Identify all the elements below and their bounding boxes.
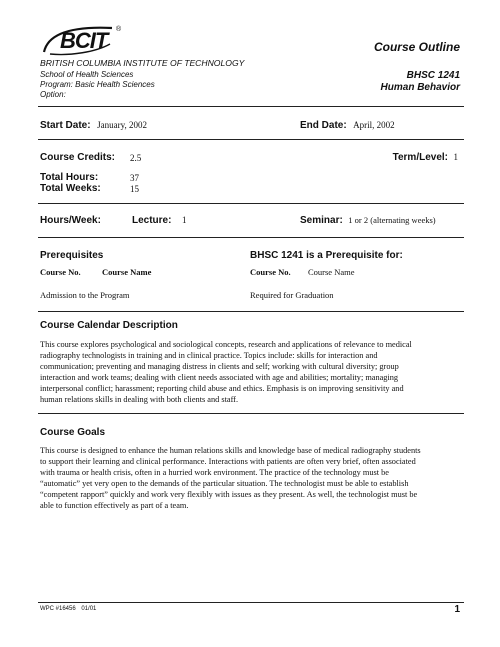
total-weeks-label: Total Weeks: <box>40 183 101 194</box>
prereq-col-course-name: Course Name <box>102 267 152 277</box>
calendar-description-title: Course Calendar Description <box>40 320 178 331</box>
text-line: “automatic” yet very open to the demands of the particular situation. The technologist must be able to establish <box>40 479 409 488</box>
course-code: BHSC 1241 <box>406 70 460 81</box>
institute-name: BRITISH COLUMBIA INSTITUTE OF TECHNOLOGY <box>40 58 245 68</box>
prereq-for-col-course-name: Course Name <box>308 267 355 277</box>
course-credits-label: Course Credits: <box>40 152 116 163</box>
prerequisite-for-title: BHSC 1241 is a Prerequisite for: <box>250 250 403 261</box>
program-name: Program: Basic Health Sciences <box>40 80 155 89</box>
divider <box>38 139 464 140</box>
text-line: human relations skills in dealing with both clients and staff. <box>40 395 239 404</box>
divider <box>38 203 464 204</box>
school-name: School of Health Sciences <box>40 70 134 79</box>
divider <box>38 106 464 107</box>
text-line: with trauma or health crisis, often in a hurried work environment. The practice of the technology must be <box>40 468 389 477</box>
registered-mark: ® <box>116 26 122 33</box>
calendar-description-text <box>40 339 465 405</box>
term-level: Term/Level: 1 <box>392 152 458 163</box>
text-line: interaction and work teams; dealing with client needs associated with age and abilities; mortality; managing <box>40 373 399 382</box>
logo-lettering: BCIT <box>60 28 108 53</box>
seminar: Seminar: 1 or 2 (alternating weeks) <box>300 215 436 226</box>
bcit-logo <box>40 22 124 62</box>
text-line: This course is designed to enhance the human relations skills and knowledge base of medical radiography students <box>40 446 421 455</box>
course-goals-text <box>40 445 465 511</box>
divider <box>38 413 464 414</box>
hours-week-label: Hours/Week: <box>40 215 101 226</box>
footer-divider <box>38 602 464 603</box>
prereq-for-col-course-no: Course No. <box>250 267 291 277</box>
text-line: interpersonal conflict; harassment; reporting child abuse and ethics. Emphasis is on improving sensitivity and <box>40 384 404 393</box>
total-weeks-value: 15 <box>130 184 139 194</box>
divider <box>38 311 464 312</box>
document-type: Course Outline <box>373 40 460 54</box>
course-title: Human Behavior <box>380 82 460 93</box>
text-line: “competent rapport” quickly and work very flexibly with issues as they present. As well, the technologist must be <box>40 490 418 499</box>
divider <box>38 237 464 238</box>
total-hours-label: Total Hours: <box>40 172 99 183</box>
text-line: This course explores psychological and sociological concepts, research and applications of relevance to medical <box>40 340 412 349</box>
end-date: End Date: April, 2002 <box>300 120 395 131</box>
text-line: communication; preventing and managing distress in clients and self; working with cultural diversity; group <box>40 362 399 371</box>
course-credits-value: 2.5 <box>130 153 142 163</box>
lecture: Lecture: 1 <box>132 215 187 226</box>
option-label: Option: <box>40 90 66 99</box>
form-id: WPC #16456 01/01 <box>40 606 97 612</box>
prerequisites-title: Prerequisites <box>40 250 104 261</box>
course-goals-title: Course Goals <box>40 427 106 438</box>
start-date: Start Date: January, 2002 <box>40 120 147 131</box>
prereq-col-course-no: Course No. <box>40 267 81 277</box>
text-line: able to function effectively as part of a team. <box>40 501 189 510</box>
prereq-for-value: Required for Graduation <box>250 290 334 300</box>
text-line: radiography technologists in training and in clinical practice. Topics include: skills for interaction and <box>40 351 378 360</box>
prereq-value: Admission to the Program <box>40 290 130 300</box>
text-line: to support their learning and clinical performance. Interactions with patients are often very brief, often associated <box>40 457 416 466</box>
total-hours-value: 37 <box>130 173 139 183</box>
page-number: 1 <box>454 604 460 615</box>
